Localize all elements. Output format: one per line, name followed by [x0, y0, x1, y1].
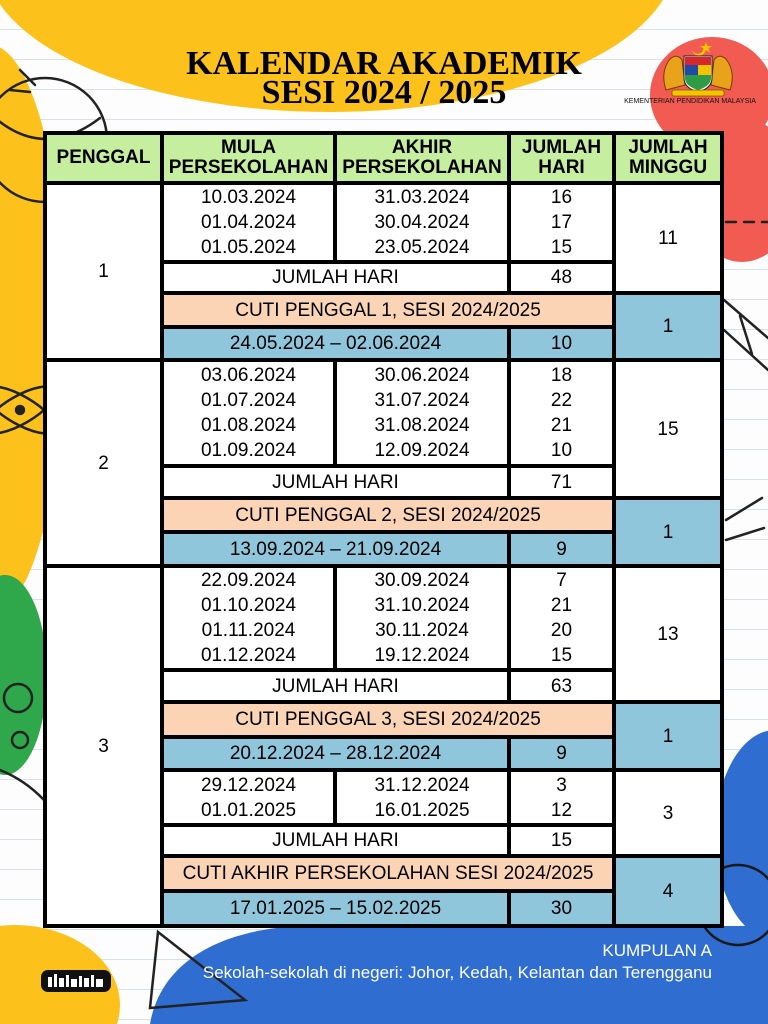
- mula-date: 03.06.2024: [200, 365, 297, 386]
- term-2-akhir-dates: [337, 362, 507, 464]
- jumlah-minggu-value: 13: [657, 623, 679, 645]
- term-2-jumlah-hari-label: [164, 468, 507, 496]
- mula-date: 10.03.2024: [200, 187, 297, 208]
- term-3-cuti-title: [164, 704, 612, 735]
- term-2-hari-values: [511, 362, 612, 464]
- cuti-title: CUTI PENGGAL 2, SESI 2024/2025: [235, 504, 541, 526]
- jumlah-hari-label: JUMLAH HARI: [272, 471, 399, 493]
- term-3-cuti-minggu: [616, 704, 720, 768]
- term-3a-jumlah-hari-label: [164, 672, 507, 700]
- cuti-akhir-hari: [511, 893, 612, 924]
- akhir-date: 31.10.2024: [374, 595, 470, 616]
- mula-date: 01.09.2024: [200, 440, 297, 461]
- hari-value: 12: [550, 799, 573, 821]
- hari-value: 18: [550, 365, 573, 386]
- term-3b-jumlah-hari-value: [511, 827, 612, 854]
- header-label-line: PERSEKOLAHAN: [342, 157, 502, 178]
- term-3b-hari-values: [511, 772, 612, 823]
- mula-date: 01.12.2024: [200, 645, 297, 666]
- crest-shield-stripe-blue: [685, 65, 698, 75]
- term-2-penggal: [47, 362, 160, 564]
- crest-shield-stripe-red: [685, 57, 711, 65]
- mula-date: 29.12.2024: [200, 774, 297, 796]
- term-3a-akhir-dates: [337, 568, 507, 668]
- cuti-hari-value: 10: [550, 333, 573, 354]
- jumlah-hari-label: JUMLAH HARI: [272, 267, 399, 288]
- term-1-cuti-hari: [511, 329, 612, 358]
- jumlah-hari-value: 48: [550, 267, 573, 288]
- term-1-jumlah-hari-label: [164, 264, 507, 291]
- jumlah-hari-label: JUMLAH HARI: [272, 675, 399, 697]
- term-3b-jumlah-minggu: [616, 772, 720, 854]
- mula-date: 01.05.2024: [200, 237, 297, 258]
- footer-group: KUMPULAN A: [602, 941, 712, 960]
- akhir-date: 31.12.2024: [374, 774, 470, 796]
- akhir-date: 19.12.2024: [374, 645, 470, 666]
- title-line-2: SESI 2024 / 2025: [261, 74, 507, 111]
- mula-date: 01.01.2025: [200, 799, 297, 821]
- cuti-minggu-value: 4: [662, 880, 674, 902]
- crest-tiger-left: [664, 56, 685, 90]
- footer-states: Sekolah-sekolah di negeri: Johor, Kedah, Kelantan dan Terengganu: [202, 963, 712, 982]
- cuti-akhir-minggu: [616, 858, 720, 924]
- cuti-title: CUTI PENGGAL 3, SESI 2024/2025: [235, 709, 541, 730]
- term-1-hari-values: [511, 185, 612, 260]
- header-label-line: AKHIR: [391, 137, 453, 158]
- header-label-line: MULA: [221, 137, 276, 158]
- penggal-number: 1: [98, 261, 109, 282]
- jumlah-minggu-value: 15: [657, 418, 679, 440]
- term-3-cuti-dates: [164, 739, 507, 768]
- header-label-line: HARI: [538, 157, 585, 178]
- jumlah-hari-value: 15: [550, 830, 573, 851]
- akhir-date: 12.09.2024: [374, 440, 470, 461]
- hari-value: 16: [550, 187, 573, 208]
- akhir-date: 30.06.2024: [374, 365, 470, 386]
- cuti-dates: 17.01.2025 – 15.02.2025: [229, 898, 442, 919]
- mula-date: 01.04.2024: [200, 212, 297, 233]
- crest-ribbon: [672, 90, 724, 96]
- mula-date: 01.08.2024: [200, 415, 297, 436]
- term-1-mula-dates: [164, 185, 333, 260]
- term-3-penggal: [47, 568, 160, 924]
- calendar-table: [43, 131, 724, 928]
- cuti-minggu-value: 1: [662, 725, 674, 747]
- cuti-minggu-value: 1: [662, 521, 674, 543]
- term-1-cuti-minggu: [616, 295, 720, 358]
- header-jumlah-hari: [511, 135, 612, 181]
- term-2-jumlah-minggu: [616, 362, 720, 496]
- term-1-jumlah-minggu: [616, 185, 720, 291]
- jumlah-hari-value: 63: [550, 675, 573, 697]
- crest-shield-stripe-yellow: [698, 65, 711, 75]
- cuti-title: CUTI PENGGAL 1, SESI 2024/2025: [235, 299, 541, 321]
- jumlah-hari-value: 71: [550, 471, 573, 493]
- mula-date: 01.07.2024: [200, 390, 297, 411]
- mula-date: 22.09.2024: [200, 570, 297, 591]
- cuti-akhir-dates: [164, 893, 507, 924]
- penggal-number: 2: [98, 452, 109, 474]
- pencil-doodle: [724, 300, 768, 370]
- term-2-mula-dates: [164, 362, 333, 464]
- term-3-cuti-hari: [511, 739, 612, 768]
- header-label-line: JUMLAH: [521, 137, 602, 158]
- term-2-jumlah-hari-value: [511, 468, 612, 496]
- hari-value: 21: [550, 415, 573, 436]
- term-2-cuti-title: [164, 500, 612, 530]
- hari-value: 20: [550, 620, 573, 641]
- term-3b-akhir-dates: [337, 772, 507, 823]
- term-3a-hari-values: [511, 568, 612, 668]
- akhir-date: 30.11.2024: [375, 620, 469, 641]
- header-jumlah-minggu: [616, 135, 720, 181]
- hari-value: 21: [550, 595, 573, 616]
- penggal-number: 3: [98, 735, 109, 757]
- cuti-dates: 24.05.2024 – 02.06.2024: [229, 333, 442, 354]
- header-label-line: MINGGU: [628, 157, 708, 178]
- term-1-akhir-dates: [337, 185, 507, 260]
- akhir-date: 31.07.2024: [374, 390, 470, 411]
- cuti-hari-value: 9: [556, 538, 567, 560]
- akhir-date: 30.09.2024: [374, 570, 470, 591]
- green-blob: [0, 575, 47, 775]
- jumlah-minggu-value: 11: [658, 227, 678, 249]
- term-2-cuti-hari: [511, 534, 612, 564]
- header-akhir-persekolahan: [337, 135, 507, 181]
- hari-value: 17: [550, 212, 573, 233]
- hari-value: 22: [550, 390, 573, 411]
- akhir-date: 31.08.2024: [374, 415, 470, 436]
- title-line-1: KALENDAR AKADEMIK: [186, 45, 582, 82]
- akhir-date: 16.01.2025: [374, 799, 470, 821]
- term-1-cuti-title: [164, 295, 612, 325]
- akhir-date: 23.05.2024: [374, 237, 470, 258]
- hari-value: 15: [550, 645, 573, 666]
- term-3a-jumlah-hari-value: [511, 672, 612, 700]
- crest-star: [700, 42, 712, 53]
- mula-date: 01.10.2024: [200, 595, 297, 616]
- term-2-cuti-minggu: [616, 500, 720, 564]
- jumlah-hari-label: JUMLAH HARI: [272, 830, 399, 851]
- header-penggal: [47, 135, 160, 181]
- arrow-doodle: [726, 498, 764, 540]
- term-3b-mula-dates: [164, 772, 333, 823]
- term-3b-jumlah-hari-label: [164, 827, 507, 854]
- hari-value: 10: [550, 440, 573, 461]
- cuti-dates: 20.12.2024 – 28.12.2024: [229, 743, 442, 764]
- term-3a-jumlah-minggu: [616, 568, 720, 700]
- crest-tiger-right: [711, 56, 732, 90]
- hari-value: 3: [556, 774, 567, 796]
- cuti-dates: 13.09.2024 – 21.09.2024: [229, 538, 442, 560]
- mula-date: 01.11.2024: [201, 620, 296, 641]
- school-logo: [40, 966, 112, 994]
- header-label-line: JUMLAH: [628, 137, 708, 158]
- cuti-hari-value: 9: [556, 743, 567, 764]
- malaysia-coat-of-arms-icon: [648, 40, 748, 98]
- cuti-akhir-title: [164, 858, 612, 889]
- header-mula-persekolahan: [164, 135, 333, 181]
- term-1-penggal: [47, 185, 160, 358]
- jumlah-minggu-value: 3: [662, 802, 674, 824]
- cuti-hari-value: 30: [550, 898, 573, 919]
- term-3a-mula-dates: [164, 568, 333, 668]
- term-1-jumlah-hari-value: [511, 264, 612, 291]
- term-1-cuti-dates: [164, 329, 507, 358]
- cuti-minggu-value: 1: [662, 316, 674, 337]
- header-penggal-label: PENGGAL: [56, 147, 151, 168]
- header-label-line: PERSEKOLAHAN: [168, 157, 329, 178]
- cuti-title: CUTI AKHIR PERSEKOLAHAN SESI 2024/2025: [182, 863, 594, 884]
- term-2-cuti-dates: [164, 534, 507, 564]
- akhir-date: 30.04.2024: [374, 212, 470, 233]
- hari-value: 7: [556, 570, 567, 591]
- akhir-date: 31.03.2024: [374, 187, 470, 208]
- hari-value: 15: [550, 237, 573, 258]
- crest-caption: KEMENTERIAN PENDIDIKAN MALAYSIA: [624, 98, 756, 105]
